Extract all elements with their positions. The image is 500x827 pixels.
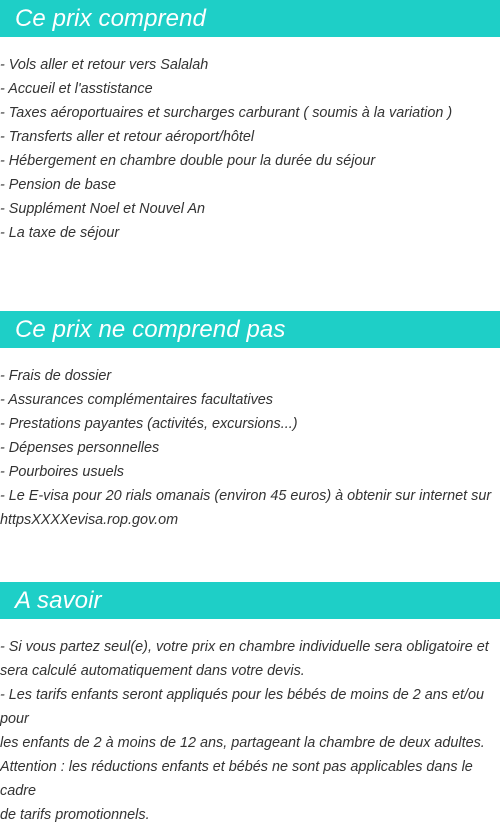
info-paragraph (0, 635, 500, 827)
text-line: Attention : les réductions enfants et bébés ne sont pas applicables dans le cadre (0, 759, 473, 799)
not-included-list (0, 364, 500, 532)
list-item: - Pourboires usuels (0, 464, 124, 480)
section-header (0, 582, 500, 619)
list-item: - Vols aller et retour vers Salalah (0, 57, 209, 73)
text-line: - Si vous partez seul(e), votre prix en chambre individuelle sera obligatoire et (0, 639, 489, 655)
list-item: - Pension de base (0, 177, 117, 193)
section-header (0, 0, 500, 37)
list-item: - Le E-visa pour 20 rials omanais (environ 45 euros) à obtenir sur internet sur (0, 488, 492, 504)
section-title: A savoir (15, 586, 102, 614)
section-included (0, 0, 500, 245)
text-line: les enfants de 2 à moins de 12 ans, partageant la chambre de deux adultes. (0, 735, 485, 751)
section-header (0, 311, 500, 348)
text-line: de tarifs promotionnels. (0, 807, 150, 823)
text-line: sera calculé automatiquement dans votre devis. (0, 663, 305, 679)
list-item: - Frais de dossier (0, 368, 112, 384)
section-not-included (0, 311, 500, 532)
section-title: Ce prix ne comprend pas (15, 315, 286, 343)
text-line: - Les tarifs enfants seront appliqués pour les bébés de moins de 2 ans et/ou pour (0, 687, 484, 727)
section-title: Ce prix comprend (15, 4, 207, 32)
list-item: - Taxes aéroportuaires et surcharges carburant ( soumis à la variation ) (0, 105, 453, 121)
list-item: - Hébergement en chambre double pour la durée du séjour (0, 153, 376, 169)
list-item: - Transferts aller et retour aéroport/hôtel (0, 129, 255, 145)
list-item: - Accueil et l'asstistance (0, 81, 153, 97)
list-item: httpsXXXXevisa.rop.gov.om (0, 512, 179, 528)
section-good-to-know (0, 582, 500, 827)
list-item: - Supplément Noel et Nouvel An (0, 201, 206, 217)
list-item: - La taxe de séjour (0, 225, 120, 241)
list-item: - Prestations payantes (activités, excursions...) (0, 416, 298, 432)
list-item: - Dépenses personnelles (0, 440, 160, 456)
included-list (0, 53, 500, 245)
list-item: - Assurances complémentaires facultatives (0, 392, 274, 408)
